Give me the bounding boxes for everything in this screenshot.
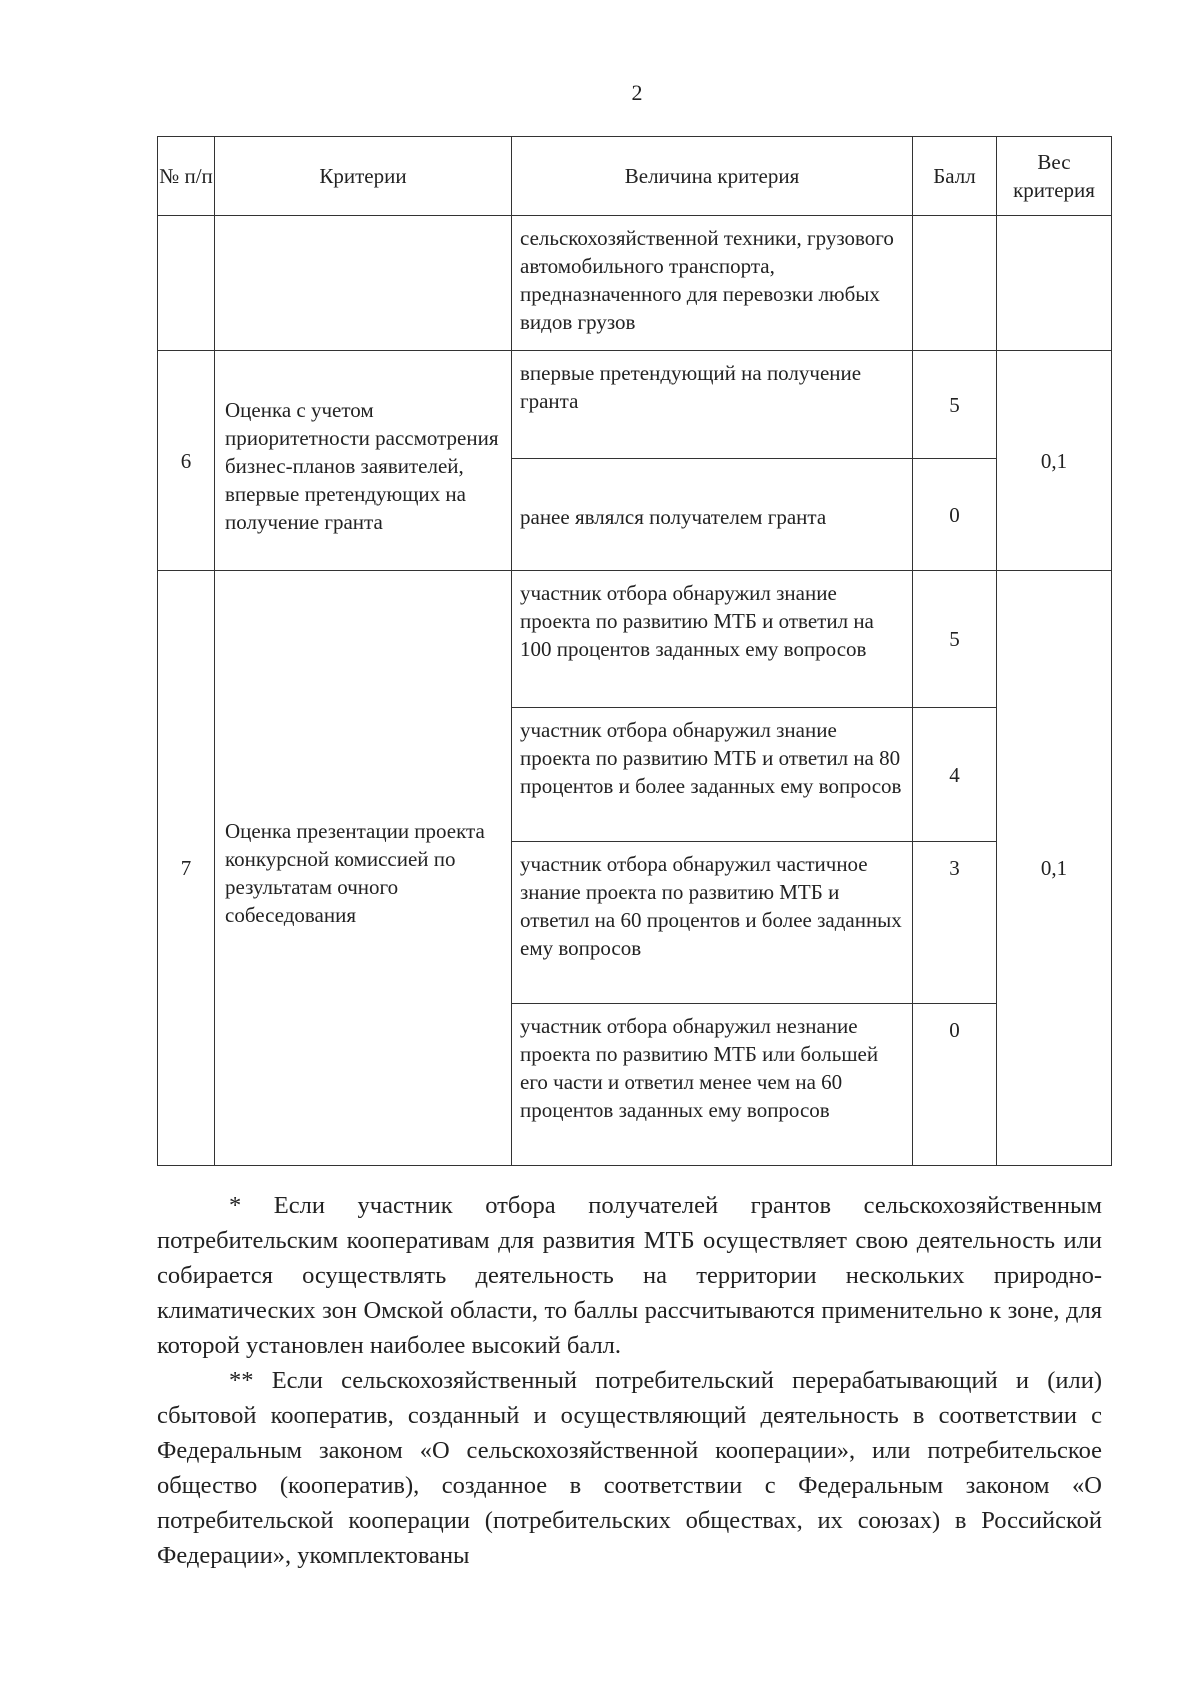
row6-option1-value: впервые претендующий на получение гранта [512, 351, 913, 459]
header-score: Балл [913, 137, 997, 216]
row7-option2-value: участник отбора обнаружил знание проекта по развитию МТБ и ответил на 80 процентов и более заданных ему вопросов [512, 708, 913, 842]
criteria-table [157, 136, 1112, 1166]
header-criteria: Критерии [215, 137, 512, 216]
row7-num: 7 [158, 571, 215, 1166]
row7-option1-score: 5 [913, 571, 997, 708]
row7-option4-score: 0 [913, 1004, 997, 1166]
row7-option3-score: 3 [913, 842, 997, 1004]
row6-criteria: Оценка с учетом приоритетности рассмотрения бизнес-планов заявителей, впервые претендующих на получение гранта [215, 351, 512, 571]
row6-option2-value: ранее являлся получателем гранта [512, 459, 913, 571]
table-header-row [158, 137, 1112, 216]
row7-option2-score: 4 [913, 708, 997, 842]
continued-criteria-cell [215, 216, 512, 351]
continued-num-cell [158, 216, 215, 351]
continued-score-cell [913, 216, 997, 351]
row6-option2-score: 0 [913, 459, 997, 571]
row7-option3-value: участник отбора обнаружил частичное знание проекта по развитию МТБ и ответил на 60 процентов и более заданных ему вопросов [512, 842, 913, 1004]
row7-option1-value: участник отбора обнаружил знание проекта по развитию МТБ и ответил на 100 процентов заданных ему вопросов [512, 571, 913, 708]
footnote-double-asterisk: ** Если сельскохозяйственный потребительский перерабатывающий и (или) сбытовой кооператив, созданный и осуществляющий деятельность в соответствии с Федеральным законом «О сельскохозяйственной кооперации», или потребительское общество (кооператив), созданное в соответствии с Федеральным законом «О потребительской кооперации (потребительских обществах, их союзах) в Российской Федерации», укомплектованы [157, 1367, 1102, 1569]
header-value: Величина критерия [512, 137, 913, 216]
continued-value-cell: сельскохозяйственной техники, грузового автомобильного транспорта, предназначенного для перевозки любых видов грузов [512, 216, 913, 351]
table-row [158, 571, 1112, 708]
footnotes [157, 1188, 1102, 1573]
row7-weight: 0,1 [997, 571, 1112, 1166]
header-weight: Вес критерия [997, 137, 1112, 216]
row6-num: 6 [158, 351, 215, 571]
page-number: 2 [631, 80, 643, 105]
header-num: № п/п [158, 137, 215, 216]
footnote-single-asterisk: * Если участник отбора получателей грантов сельскохозяйственным потребительским кооперативам для развития МТБ осуществляет свою деятельность или собирается осуществлять деятельность на территории нескольких природно-климатических зон Омской области, то баллы рассчитываются применительно к зоне, для которой установлен наиболее высокий балл. [157, 1192, 1102, 1359]
continued-weight-cell [997, 216, 1112, 351]
row7-criteria: Оценка презентации проекта конкурсной комиссией по результатам очного собеседования [215, 571, 512, 1166]
row6-option1-score: 5 [913, 351, 997, 459]
table-row [158, 216, 1112, 351]
row7-option4-value: участник отбора обнаружил незнание проекта по развитию МТБ или большей его части и ответил менее чем на 60 процентов заданных ему вопросов [512, 1004, 913, 1166]
row6-weight: 0,1 [997, 351, 1112, 571]
table-row [158, 351, 1112, 459]
